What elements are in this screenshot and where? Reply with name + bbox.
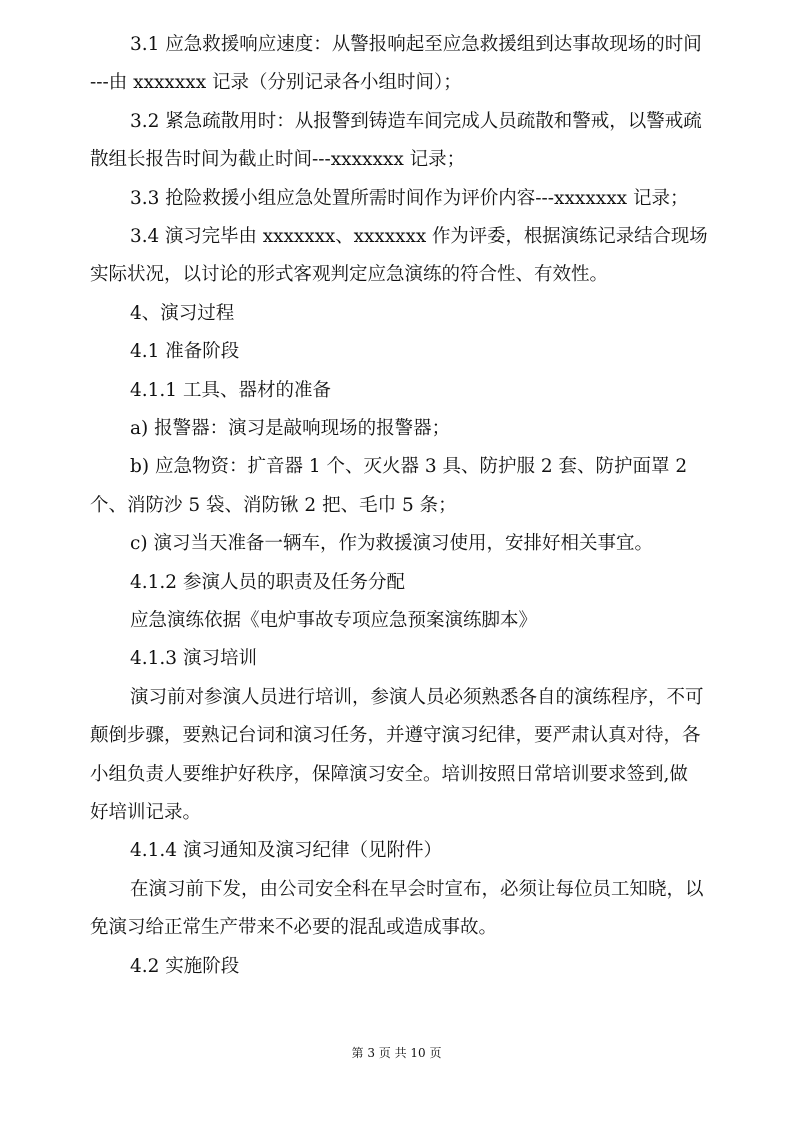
text-line: 个、消防沙 5 袋、消防锹 2 把、毛巾 5 条； bbox=[90, 494, 457, 516]
text-line: 3.2 紧急疏散用时：从报警到铸造车间完成人员疏散和警戒，以警戒疏 bbox=[130, 110, 702, 132]
text-line: 4、演习过程 bbox=[130, 302, 235, 324]
text-line: 演习前对参演人员进行培训，参演人员必须熟悉各自的演练程序，不可 bbox=[130, 686, 704, 708]
text-line: c) 演习当天准备一辆车，作为救援演习使用，安排好相关事宜。 bbox=[130, 533, 653, 555]
text-line: 3.3 抢险救援小组应急处置所需时间作为评价内容---xxxxxxx 记录； bbox=[130, 187, 689, 209]
text-line: b) 应急物资：扩音器 1 个、灭火器 3 具、防护服 2 套、防护面罩 2 bbox=[130, 456, 688, 478]
text-line: 4.1.4 演习通知及演习纪律（见附件） bbox=[130, 840, 442, 862]
text-line: 4.1.3 演习培训 bbox=[130, 648, 257, 670]
text-line: 4.2 实施阶段 bbox=[130, 955, 240, 977]
page-footer: 第 3 页 共 10 页 bbox=[351, 1046, 442, 1060]
text-line: 应急演练依据《电炉事故专项应急预案演练脚本》 bbox=[130, 610, 538, 631]
text-line: 散组长报告时间为截止时间---xxxxxxx 记录； bbox=[90, 149, 466, 171]
text-line: a) 报警器：演习是敲响现场的报警器； bbox=[130, 418, 451, 439]
text-line: 颠倒步骤，要熟记台词和演习任务，并遵守演习纪律，要严肃认真对待，各 bbox=[90, 725, 701, 747]
text-line: 3.1 应急救援响应速度：从警报响起至应急救援组到达事故现场的时间 bbox=[130, 34, 702, 55]
text-line: 免演习给正常生产带来不必要的混乱或造成事故。 bbox=[90, 917, 498, 939]
text-line: ---由 xxxxxxx 记录（分别记录各小组时间）； bbox=[90, 72, 462, 94]
text-line: 小组负责人要维护好秩序，保障演习安全。培训按照日常培训要求签到,做 bbox=[90, 763, 688, 785]
text-line: 实际状况，以讨论的形式客观判定应急演练的符合性、有效性。 bbox=[90, 264, 609, 286]
text-line: 在演习前下发，由公司安全科在早会时宣布，必须让每位员工知晓，以 bbox=[130, 878, 704, 900]
text-line: 3.4 演习完毕由 xxxxxxx、xxxxxxx 作为评委，根据演练记录结合现场 bbox=[130, 226, 708, 247]
text-line: 4.1.2 参演人员的职责及任务分配 bbox=[130, 571, 405, 593]
text-line: 4.1 准备阶段 bbox=[130, 341, 240, 363]
text-line: 好培训记录。 bbox=[90, 802, 202, 823]
text-line: 4.1.1 工具、器材的准备 bbox=[130, 379, 331, 401]
